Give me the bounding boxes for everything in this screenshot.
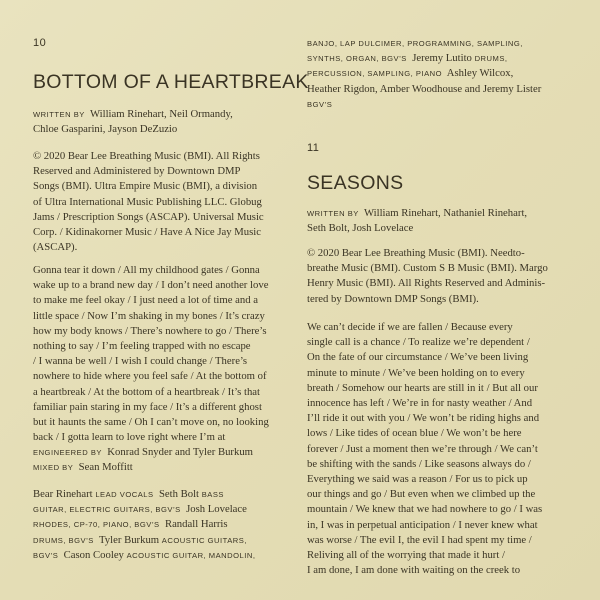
songwriter-names: William Rinehart, Nathaniel Rinehart, — [363, 207, 528, 219]
musician-role: SYNTHS, ORGAN, BGV’S — [307, 54, 407, 64]
lyric-line: to make me feel okay / I just need a lot of time and a — [33, 294, 258, 307]
lyric-line: breath / Somehow our hearts are still in it / But all our — [307, 381, 538, 394]
musician-role: BANJO, LAP DULCIMER, PROGRAMMING, SAMPLING, — [307, 39, 523, 48]
musician-name: Heather Rigdon, Amber Woodhouse and Jeremy Lister — [307, 82, 542, 95]
page-number: 10 — [33, 37, 47, 49]
lyric-line: innocence has left / We’re in for nasty weather / And — [307, 397, 533, 410]
musician-name: Cason Cooley — [63, 548, 124, 561]
engineer-names: Konrad Snyder and Tyler Burkum — [107, 446, 253, 458]
musician-role: ACOUSTIC GUITAR, MANDOLIN, — [126, 550, 256, 560]
musician-name: Ashley Wilcox, — [446, 67, 514, 80]
musician-role: BASS — [201, 490, 224, 499]
musician-role: BGV’S — [33, 550, 59, 560]
lyric-line: a heartbreak / At the bottom of a heartbreak / It’s that — [33, 385, 261, 398]
musician-role: DRUMS, — [474, 54, 508, 64]
copyright-line: Corp. / Kidinakorner Music / Have A Nice Jay Music — [33, 226, 261, 239]
engineering-credits — [33, 445, 283, 475]
lyric-line: nothing to say / I’m feeling trapped with no escape — [33, 340, 251, 353]
songwriter-credits — [307, 206, 557, 236]
song-title: SEASONS — [307, 172, 404, 194]
lyric-line: but it haunts the same / Oh I can’t move on, no looking — [33, 416, 269, 429]
lyric-line: Gonna tear it down / All my childhood gates / Gonna — [33, 264, 260, 276]
lyric-line: back / I gotta learn to love right where I’m at — [33, 431, 226, 444]
song-title: BOTTOM OF A HEARTBREAK — [33, 71, 309, 93]
engineered-by-label: ENGINEERED BY — [33, 448, 102, 457]
lyric-line: single call is a chance / To realize we’re dependent / — [307, 336, 530, 349]
musician-name: Josh Lovelace — [186, 503, 247, 516]
lyric-line: / I wanna be well / I wish I could change / There’s — [33, 355, 248, 368]
lyric-line: familiar pain staring in my face / It’s a different ghost — [33, 400, 262, 413]
lyric-line: lows / Like tides of ocean blue / We won’t be here — [307, 427, 522, 440]
songwriter-credits — [33, 107, 283, 137]
lyric-line: forever / Just a moment then we’re through / We can’t — [307, 442, 538, 455]
songwriter-names: Chloe Gasparini, Jayson DeZuzio — [33, 123, 178, 136]
copyright-line: Henry Music (BMI). All Rights Reserved and Adminis- — [307, 277, 546, 290]
musician-role: DRUMS, BGV’S — [33, 535, 94, 545]
songwriter-names: William Rinehart, Neil Ormandy, — [89, 108, 233, 120]
copyright-line: (ASCAP). — [33, 241, 78, 254]
copyright-line: breathe Music (BMI). Custom S B Music (BMI). Margo — [307, 262, 548, 275]
lyric-line: minute to minute / We’ve been holding on to every — [307, 366, 525, 379]
lyric-line: how my body knows / There’s nowhere to go / There’s — [33, 324, 267, 337]
lyrics — [33, 263, 283, 445]
lyric-line: in, I was in perpetual anticipation / I never knew what — [307, 518, 538, 531]
lyric-line: nowhere to hide where you feel safe / At the bottom of — [33, 370, 267, 383]
lyric-line: I am done, I am done with waiting on the creek to — [307, 564, 521, 577]
musician-name: Jeremy Lutito — [412, 52, 472, 65]
copyright-line: © 2020 Bear Lee Breathing Music (BMI). All Rights — [33, 150, 260, 162]
musician-role: GUITAR, ELECTRIC GUITARS, BGV’S — [33, 505, 181, 515]
musician-role: PERCUSSION, SAMPLING, PIANO — [307, 69, 443, 79]
copyright-notice — [33, 149, 283, 255]
musician-name: Bear Rinehart — [33, 488, 93, 500]
lyric-line: wake up to a brand new day / I don’t need another love — [33, 279, 269, 292]
mixed-by-label: MIXED BY — [33, 463, 74, 473]
songwriter-names: Seth Bolt, Josh Lovelace — [307, 222, 414, 235]
lyrics — [307, 320, 557, 578]
musician-name: Seth Bolt — [158, 488, 200, 500]
copyright-line: of Ultra International Music Publishing LLC. Globug — [33, 195, 262, 208]
copyright-notice — [307, 246, 557, 307]
mixer-name: Sean Moffitt — [78, 461, 133, 474]
lyric-line: our things and go / But even when we climbed up the — [307, 488, 536, 501]
lyric-line: Everything we said was a reason / For us to pick up — [307, 473, 528, 486]
copyright-line: Songs (BMI). Ultra Empire Music (BMI), a division — [33, 180, 258, 193]
musician-role: LEAD VOCALS — [95, 490, 154, 499]
lyric-line: was worse / The evil I, the evil I had spent my time / — [307, 533, 532, 546]
copyright-line: tered by Downtown DMP Songs (BMI). — [307, 292, 479, 305]
musician-role: BGV’S — [307, 99, 333, 109]
personnel-credits-continued — [307, 36, 557, 112]
musician-role: RHODES, CP-70, PIANO, BGV’S — [33, 520, 160, 530]
musician-name: Tyler Burkum — [99, 533, 160, 546]
copyright-line: Reserved and Administered by Downtown DMP — [33, 165, 241, 178]
written-by-label: WRITTEN BY — [307, 209, 359, 218]
lyric-line: little space / Now I’m shaking in my bones / It’s crazy — [33, 309, 265, 322]
lyric-line: mountain / We knew that we had nowhere to go / I was — [307, 503, 543, 516]
lyric-line: We can’t decide if we are fallen / Because every — [307, 321, 513, 333]
copyright-line: Jams / Prescription Songs (ASCAP). Universal Music — [33, 210, 264, 223]
page-number: 11 — [307, 142, 320, 154]
lyric-line: be shifting with the sands / Like seasons always do / — [307, 457, 531, 470]
personnel-credits — [33, 487, 283, 563]
lyric-line: Reliving all of the worrying that made it hurt / — [307, 549, 505, 562]
copyright-line: © 2020 Bear Lee Breathing Music (BMI). Needto- — [307, 247, 525, 259]
lyric-line: On the fate of our circumstance / We’ve been living — [307, 351, 529, 364]
written-by-label: WRITTEN BY — [33, 110, 85, 119]
musician-role: ACOUSTIC GUITARS, — [161, 535, 247, 545]
lyric-line: I’ll ride it out with you / We won’t be riding highs and — [307, 412, 540, 425]
musician-name: Randall Harris — [164, 518, 228, 531]
